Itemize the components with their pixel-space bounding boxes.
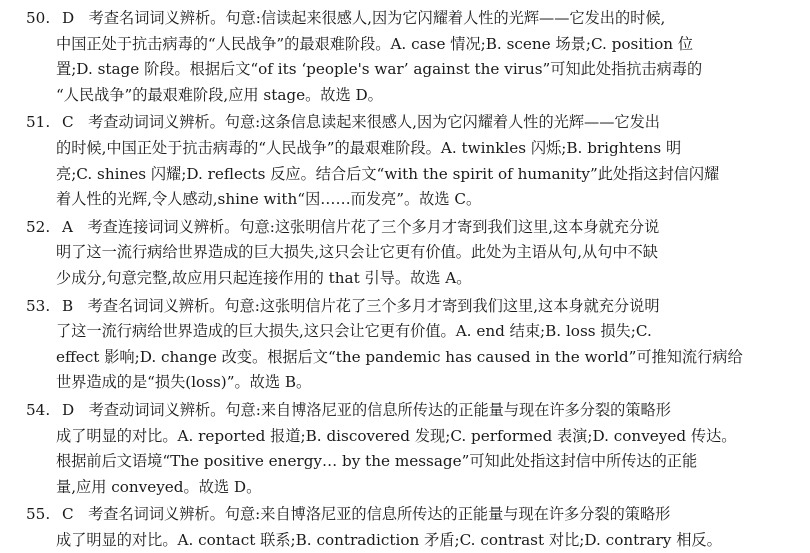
- answer-letter: C: [62, 113, 74, 132]
- explanation-line: 成了明显的对比。A. contact 联系;B. contradiction 矛盾;C. contrast 对比;D. contrary 相反。: [56, 530, 722, 549]
- explanation-line: 中国正处于抗击病毒的“人民战争”的最艰难阶段。A. case 情况;B. scene 场景;C. position 位: [56, 34, 694, 53]
- answer-letter: C: [62, 505, 74, 524]
- answer-letter: A: [62, 217, 73, 236]
- answer-letter: B: [62, 296, 74, 315]
- item-number: 54.: [26, 400, 51, 419]
- explanation-item-55: [26, 502, 786, 553]
- explanation-item-54: [26, 398, 786, 500]
- item-number: 50.: [26, 9, 51, 27]
- item-number: 52.: [26, 217, 51, 236]
- explanation-line: 根据前后文语境“The positive energy… by the message”可知此处指这封信中所传达的正能: [56, 452, 698, 471]
- item-number: 55.: [26, 505, 51, 524]
- explanation-line: 了这一流行病给世界造成的巨大损失,这只会让它更有价值。A. end 结束;B. loss 损失;C.: [56, 322, 652, 341]
- explanation-line: 成了明显的对比。A. reported 报道;B. discovered 发现;C. performed 表演;D. conveyed 传达。: [56, 426, 737, 445]
- answer-letter: D: [62, 9, 75, 27]
- explanation-line: 世界造成的是“损失(loss)”。故选 B。: [56, 373, 312, 392]
- explanation-line: 量,应用 conveyed。故选 D。: [56, 477, 262, 496]
- item-number: 53.: [26, 296, 51, 315]
- explanation-item-50: [26, 6, 786, 108]
- explanation-item-52: [26, 215, 786, 292]
- explanation-item-51: [26, 110, 786, 212]
- explanation-line: 着人性的光辉,令人感动,shine with“因……而发亮”。故选 C。: [56, 190, 482, 209]
- explanation-line: 亮;C. shines 闪耀;D. reflects 反应。结合后文“with the spirit of humanity”此处指这封信闪耀: [56, 164, 720, 183]
- explanation-line: effect 影响;D. change 改变。根据后文“the pandemic has caused in the world”可推知流行病给: [56, 347, 743, 366]
- explanation-line: 考查名词词义辨析。句意:来自博洛尼亚的信息所传达的正能量与现在许多分裂的策略形: [88, 505, 671, 524]
- explanation-item-53: [26, 294, 786, 396]
- explanation-line: 考查连接词词义辨析。句意:这张明信片花了三个多月才寄到我们这里,这本身就充分说: [87, 217, 660, 236]
- explanation-line: 考查名词词义辨析。句意:这张明信片花了三个多月才寄到我们这里,这本身就充分说明: [87, 296, 660, 315]
- explanation-line: 考查动词词义辨析。句意:来自博洛尼亚的信息所传达的正能量与现在许多分裂的策略形: [88, 400, 671, 419]
- explanation-line: 考查动词词义辨析。句意:这条信息读起来很感人,因为它闪耀着人性的光辉——它发出: [88, 113, 660, 132]
- explanation-line: 的时候,中国正处于抗击病毒的“人民战争”的最艰难阶段。A. twinkles 闪烁;B. brightens 明: [56, 138, 682, 157]
- answer-letter: D: [62, 400, 75, 419]
- explanation-line: 置;D. stage 阶段。根据后文“of its ‘people's war’ against the virus”可知此处指抗击病毒的: [56, 60, 703, 79]
- explanation-line: 少成分,句意完整,故应用只起连接作用的 that 引导。故选 A。: [56, 268, 472, 287]
- explanation-line: 考查名词词义辨析。句意:信读起来很感人,因为它闪耀着人性的光辉——它发出的时候,: [88, 9, 666, 27]
- explanation-line: “人民战争”的最艰难阶段,应用 stage。故选 D。: [56, 85, 383, 104]
- item-number: 51.: [26, 113, 51, 132]
- explanation-line: 明了这一流行病给世界造成的巨大损失,这只会让它更有价值。此处为主语从句,从句中不缺: [56, 243, 658, 262]
